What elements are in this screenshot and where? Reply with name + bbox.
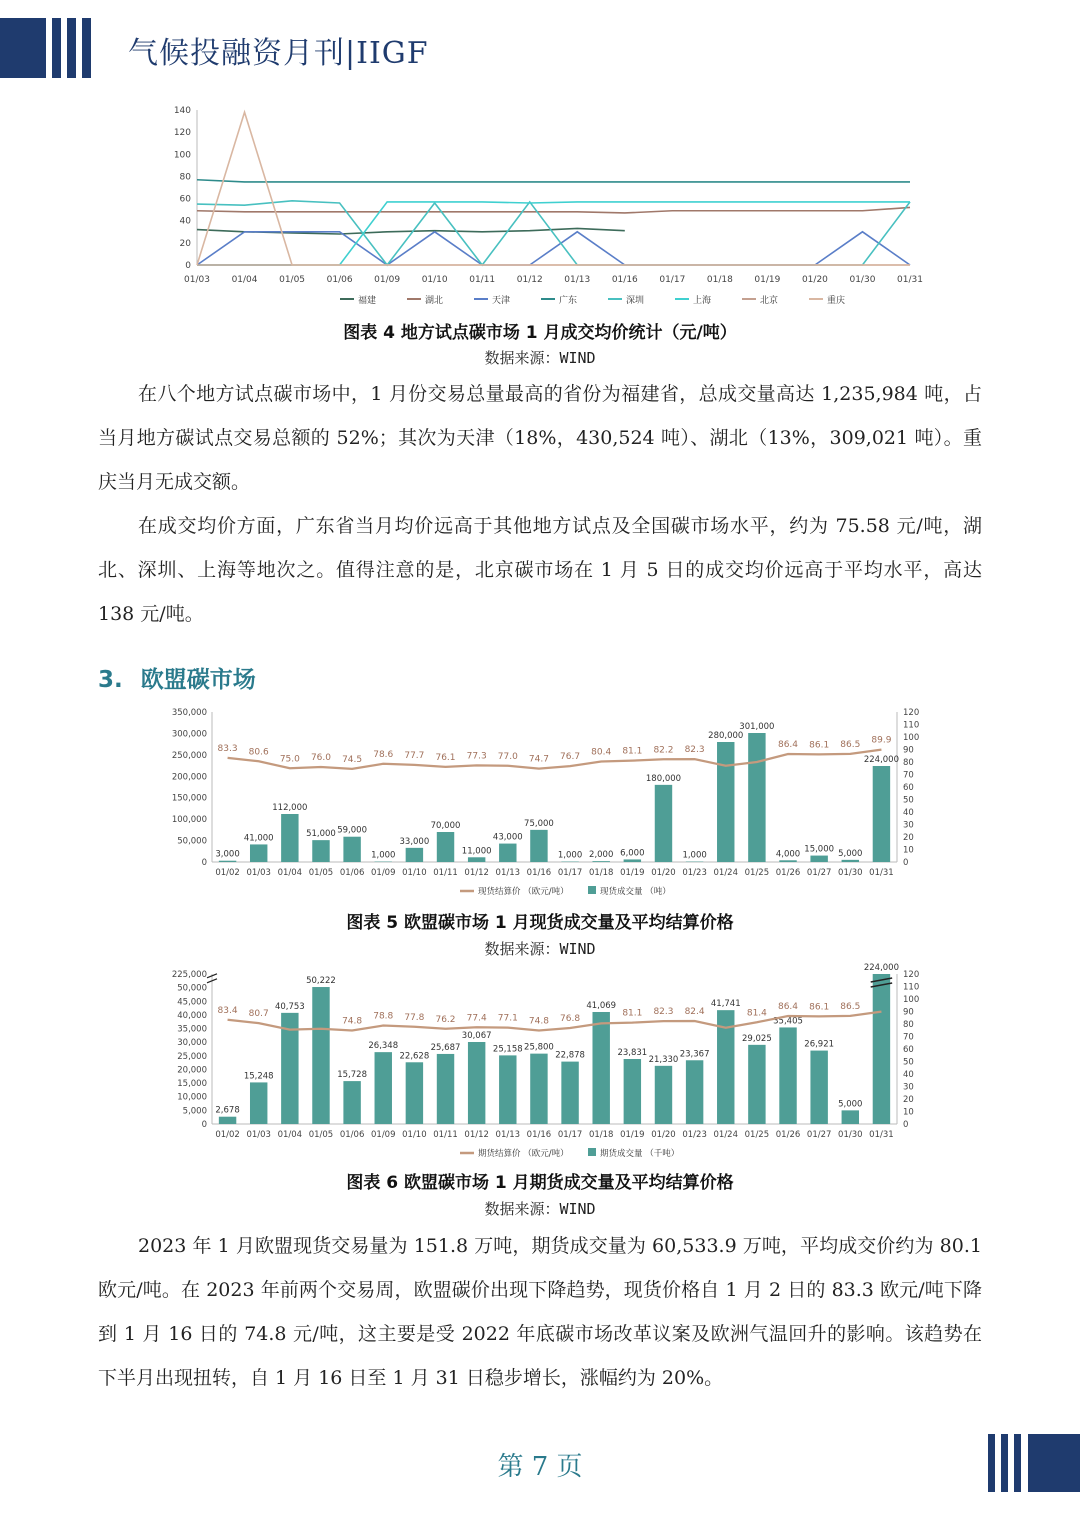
volume-label: 6,000: [620, 848, 645, 859]
right-tick-label: 100: [903, 995, 920, 1005]
right-tick-label: 120: [903, 708, 920, 718]
right-tick-label: 50: [903, 1057, 914, 1068]
left-tick-label: 100,000: [171, 815, 207, 826]
volume-bar: [281, 814, 298, 862]
section-title: 欧盟碳市场: [140, 667, 256, 693]
legend-label: 广东: [559, 296, 578, 306]
left-tick-label: 35,000: [177, 1024, 207, 1035]
x-tick-label: 01/25: [744, 1130, 770, 1140]
price-label: 86.4: [777, 1002, 799, 1012]
volume-label: 41,741: [710, 999, 741, 1010]
right-tick-label: 70: [903, 770, 914, 781]
x-tick-label: 01/10: [402, 1130, 427, 1140]
x-tick-label: 01/16: [611, 275, 638, 285]
volume-bar: [312, 987, 329, 1124]
price-label: 78.8: [373, 1011, 394, 1022]
volume-label: 2,000: [589, 850, 614, 861]
footer-logo-bars: [988, 1434, 1080, 1492]
price-label: 77.3: [466, 751, 487, 762]
price-label: 81.1: [622, 1008, 643, 1019]
x-tick-label: 01/23: [682, 1130, 707, 1140]
price-label: 83.4: [217, 1005, 238, 1016]
right-tick-label: 90: [903, 1007, 914, 1018]
left-tick-label: 250,000: [171, 750, 207, 761]
left-tick-label: 50,000: [177, 983, 207, 994]
price-label: 86.5: [840, 1001, 861, 1012]
x-tick-label: 01/09: [371, 868, 396, 878]
left-tick-label: 5,000: [182, 1106, 207, 1117]
right-tick-label: 30: [903, 1082, 914, 1093]
price-label: 86.4: [777, 740, 799, 750]
x-tick-label: 01/03: [246, 868, 271, 878]
x-tick-label: 01/26: [775, 868, 801, 878]
price-label: 77.0: [497, 751, 518, 762]
legend-volume-label: 期货成交量 （千吨）: [600, 1149, 680, 1159]
volume-bar: [530, 830, 547, 862]
volume-bar: [779, 1027, 796, 1124]
price-label: 77.8: [404, 1012, 425, 1023]
volume-label: 33,000: [399, 836, 430, 847]
left-tick-label: 50,000: [177, 836, 207, 847]
y-tick-label: 60: [179, 194, 191, 205]
volume-label: 15,000: [804, 844, 835, 855]
volume-bar: [468, 857, 485, 862]
x-tick-label: 01/23: [682, 868, 707, 878]
legend-price-label: 现货结算价 （欧元/吨）: [478, 887, 569, 897]
legend-label: 上海: [693, 296, 712, 306]
x-tick-label: 01/09: [374, 275, 401, 285]
left-tick-label: 20,000: [177, 1065, 207, 1076]
x-tick-label: 01/06: [339, 868, 365, 878]
section-heading: [98, 661, 256, 694]
volume-label: 301,000: [739, 722, 775, 732]
volume-bar: [499, 844, 516, 862]
x-tick-label: 01/31: [869, 868, 894, 878]
right-tick-label: 60: [903, 1045, 914, 1055]
left-tick-label: 200,000: [171, 772, 207, 783]
volume-bar: [842, 860, 859, 862]
x-tick-label: 01/19: [754, 275, 781, 285]
x-tick-label: 01/04: [277, 868, 303, 878]
series-line-重庆: [197, 112, 910, 265]
chart-local-pilot-prices: [0, 100, 1080, 312]
x-tick-label: 01/13: [495, 1130, 521, 1140]
price-label: 76.7: [560, 752, 581, 763]
series-line-湖北: [197, 207, 910, 213]
volume-bar: [468, 1042, 485, 1124]
volume-bar: [592, 1012, 609, 1124]
paragraph-local-price: 在成交均价方面，广东省当月均价远高于其他地方试点及全国碳市场水平，约为 75.58 元/吨，湖北、深圳、上海等地次之。值得注意的是，北京碳市场在 1 月 5 日的成交均价远高于平均水平，高达 138 元/吨。: [98, 515, 982, 625]
volume-label: 112,000: [272, 803, 308, 813]
x-tick-label: 01/18: [588, 1130, 614, 1140]
header-logo-bars: [0, 18, 100, 78]
right-tick-label: 80: [903, 758, 914, 768]
x-tick-label: 01/26: [775, 1130, 801, 1140]
paragraph-local-volume: 在八个地方试点碳市场中，1 月份交易总量最高的省份为福建省，总成交量高达 1,235,984 吨，占当月地方碳试点交易总额的 52%；其次为天津（18%，430,524 吨）、湖北（13%，309,021 吨）。重庆当月无成交额。: [98, 383, 982, 493]
left-tick-label: 25,000: [177, 1051, 207, 1062]
x-tick-label: 01/04: [231, 275, 258, 285]
x-tick-label: 01/02: [215, 868, 240, 878]
x-tick-label: 01/30: [849, 275, 876, 285]
volume-bar: [842, 1110, 859, 1124]
volume-bar: [343, 837, 360, 862]
right-tick-label: 30: [903, 820, 914, 831]
price-label: 76.8: [560, 1014, 581, 1024]
x-tick-label: 01/11: [433, 1130, 458, 1140]
volume-label: 25,687: [430, 1042, 461, 1053]
left-tick-label: 30,000: [177, 1038, 207, 1049]
left-tick-label: 350,000: [171, 708, 207, 718]
x-tick-label: 01/03: [184, 275, 210, 285]
x-tick-label: 01/12: [464, 1130, 489, 1140]
volume-bar: [375, 1052, 392, 1124]
price-label: 86.5: [840, 739, 861, 750]
volume-label: 40,753: [274, 1001, 305, 1012]
right-tick-label: 60: [903, 783, 914, 793]
volume-bar: [219, 861, 236, 862]
right-tick-label: 50: [903, 795, 914, 806]
x-tick-label: 01/13: [495, 868, 521, 878]
volume-label: 26,921: [804, 1039, 835, 1050]
left-tick-label: 225,000: [171, 970, 207, 980]
volume-label: 29,025: [742, 1033, 772, 1044]
volume-label: 41,000: [243, 833, 274, 844]
left-tick-label: 0: [201, 858, 207, 868]
y-tick-label: 40: [179, 216, 191, 227]
x-tick-label: 01/16: [526, 868, 552, 878]
volume-bar: [437, 1054, 454, 1124]
y-tick-label: 140: [173, 106, 191, 116]
x-tick-label: 01/05: [279, 275, 306, 285]
chart5-caption: 图表 5 欧盟碳市场 1 月现货成交量及平均结算价格: [346, 913, 734, 933]
volume-bar: [873, 974, 890, 1124]
volume-bar: [624, 859, 641, 862]
volume-bar: [624, 1059, 641, 1124]
volume-label: 51,000: [306, 829, 336, 840]
right-tick-label: 110: [903, 982, 920, 993]
price-label: 86.1: [809, 740, 830, 751]
volume-bar: [779, 860, 796, 862]
volume-bar: [810, 1051, 827, 1124]
volume-bar: [655, 785, 672, 862]
left-tick-label: 10,000: [177, 1092, 207, 1103]
volume-label: 25,800: [524, 1042, 554, 1053]
x-tick-label: 01/27: [806, 1130, 832, 1140]
x-tick-label: 01/25: [744, 868, 770, 878]
volume-bar: [561, 1062, 578, 1124]
price-label: 77.7: [404, 750, 425, 761]
volume-bar: [343, 1081, 360, 1124]
price-label: 74.8: [342, 1016, 363, 1027]
volume-bar: [655, 1066, 672, 1124]
right-tick-label: 90: [903, 745, 914, 756]
volume-label: 15,248: [243, 1071, 274, 1082]
x-tick-label: 01/05: [308, 868, 334, 878]
x-tick-label: 01/10: [402, 868, 427, 878]
x-tick-label: 01/24: [713, 868, 738, 878]
volume-label: 11,000: [461, 846, 492, 857]
y-tick-label: 80: [179, 172, 191, 183]
x-tick-label: 01/17: [557, 868, 583, 878]
price-label: 74.7: [528, 754, 549, 765]
volume-bar: [717, 742, 734, 862]
volume-bar: [406, 848, 423, 862]
y-tick-label: 0: [185, 261, 191, 271]
volume-bar: [250, 844, 267, 862]
x-tick-label: 01/27: [806, 868, 832, 878]
x-tick-label: 01/20: [651, 1130, 676, 1140]
volume-label: 180,000: [645, 773, 682, 784]
x-tick-label: 01/13: [564, 275, 591, 285]
x-tick-label: 01/16: [526, 1130, 552, 1140]
price-label: 82.4: [684, 1007, 705, 1017]
left-tick-label: 40,000: [177, 1010, 207, 1021]
section-number: 3.: [98, 667, 123, 693]
volume-label: 75,000: [524, 818, 554, 829]
volume-label: 1,000: [682, 850, 707, 861]
x-tick-label: 01/31: [869, 1130, 894, 1140]
legend-label: 重庆: [827, 296, 846, 306]
volume-label: 3,000: [215, 849, 240, 860]
volume-label: 4,000: [775, 849, 801, 860]
volume-label: 280,000: [708, 731, 744, 741]
right-tick-label: 80: [903, 1020, 914, 1030]
x-tick-label: 01/19: [620, 1130, 645, 1140]
volume-label: 224,000: [863, 963, 900, 973]
volume-bar: [748, 733, 765, 862]
x-tick-label: 01/24: [713, 1130, 738, 1140]
volume-bar: [810, 856, 827, 862]
volume-label: 1,000: [557, 850, 583, 861]
price-label: 80.6: [248, 747, 269, 758]
price-label: 76.2: [435, 1014, 456, 1025]
price-label: 80.4: [591, 747, 612, 758]
x-tick-label: 01/17: [659, 275, 686, 285]
x-tick-label: 01/09: [371, 1130, 396, 1140]
price-label: 82.3: [684, 745, 705, 756]
volume-label: 43,000: [492, 832, 523, 843]
x-tick-label: 01/19: [620, 868, 645, 878]
legend-label: 北京: [760, 296, 779, 306]
chart5-source: 数据来源：WIND: [484, 940, 596, 958]
legend-label: 深圳: [626, 296, 645, 306]
x-tick-label: 01/20: [801, 275, 828, 285]
left-tick-label: 15,000: [177, 1079, 207, 1090]
x-tick-label: 01/12: [464, 868, 489, 878]
right-tick-label: 0: [903, 858, 909, 868]
x-tick-label: 01/11: [433, 868, 458, 878]
price-label: 74.5: [342, 754, 363, 765]
x-tick-label: 01/06: [339, 1130, 365, 1140]
right-tick-label: 40: [903, 1070, 914, 1080]
x-tick-label: 01/10: [421, 275, 448, 285]
chart-eu-spot: [0, 700, 1080, 906]
right-tick-label: 110: [903, 720, 920, 731]
legend-price-label: 期货结算价 （欧元/吨）: [478, 1149, 569, 1159]
volume-label: 1,000: [371, 850, 396, 861]
chart4-source: 数据来源：WIND: [484, 349, 596, 367]
volume-bar: [530, 1054, 547, 1124]
volume-bar: [686, 1060, 703, 1124]
right-tick-label: 10: [903, 1107, 914, 1118]
volume-bar: [406, 1062, 423, 1124]
volume-label: 23,831: [617, 1048, 648, 1059]
volume-label: 22,878: [555, 1050, 585, 1061]
right-tick-label: 70: [903, 1032, 914, 1043]
header-title: 气候投融资月刊|IIGF: [128, 36, 429, 71]
price-label: 74.8: [528, 1016, 549, 1027]
left-tick-label: 150,000: [171, 793, 207, 804]
chart4-caption: 图表 4 地方试点碳市场 1 月成交均价统计（元/吨）: [343, 323, 737, 343]
x-tick-label: 01/04: [277, 1130, 303, 1140]
x-tick-label: 01/02: [215, 1130, 240, 1140]
legend-label: 福建: [358, 296, 377, 306]
paragraph-eu-market: 2023 年 1 月欧盟现货交易量为 151.8 万吨，期货成交量为 60,533.9 万吨，平均成交价约为 80.1 欧元/吨。在 2023 年前两个交易周，欧盟碳价出现下降趋势，现货价格自 1 月 2 日的 83.3 欧元/吨下降到 1 月 16 日的 74.8 元/吨，这主要是受 2022 年底碳市场改革议案及欧洲气温回升的影响。该趋势在下半月出现扭转，自 1 月 16 日至 1 月 31 日稳步增长，涨幅约为 20%。: [98, 1235, 982, 1389]
x-tick-label: 01/06: [326, 275, 353, 285]
price-label: 86.1: [809, 1002, 830, 1013]
volume-label: 2,678: [215, 1105, 240, 1116]
price-label: 81.1: [622, 746, 643, 757]
legend-label: 湖北: [425, 296, 444, 306]
volume-label: 70,000: [430, 821, 461, 831]
legend-volume-swatch: [588, 886, 596, 894]
volume-label: 30,067: [461, 1030, 492, 1041]
right-tick-label: 100: [903, 733, 920, 743]
volume-label: 23,367: [679, 1049, 710, 1060]
price-label: 80.7: [248, 1009, 269, 1020]
right-tick-label: 10: [903, 845, 914, 856]
volume-bar: [592, 861, 609, 862]
x-tick-label: 01/30: [838, 1130, 863, 1140]
volume-label: 224,000: [863, 755, 900, 765]
volume-bar: [250, 1082, 267, 1124]
volume-label: 5,000: [838, 1099, 863, 1110]
x-tick-label: 01/11: [469, 275, 496, 285]
volume-label: 59,000: [337, 825, 367, 836]
volume-bar: [219, 1117, 236, 1124]
volume-label: 15,728: [337, 1070, 367, 1081]
price-label: 78.6: [373, 749, 394, 760]
x-tick-label: 01/20: [651, 868, 676, 878]
price-label: 89.9: [871, 735, 892, 746]
price-label: 76.0: [310, 753, 332, 763]
price-label: 81.4: [746, 1008, 767, 1019]
volume-label: 35,405: [773, 1016, 803, 1027]
chart6-source: 数据来源：WIND: [484, 1200, 596, 1218]
price-label: 76.1: [435, 752, 456, 763]
x-tick-label: 01/05: [308, 1130, 334, 1140]
price-label: 75.0: [279, 754, 300, 765]
legend-volume-label: 现货成交量 （吨）: [600, 887, 671, 897]
right-tick-label: 0: [903, 1120, 909, 1130]
x-tick-label: 01/18: [706, 275, 733, 285]
legend-volume-swatch: [588, 1148, 596, 1156]
legend-label: 天津: [492, 296, 511, 306]
left-tick-label: 300,000: [171, 729, 207, 740]
price-label: 77.4: [466, 1013, 487, 1024]
volume-label: 5,000: [838, 848, 863, 859]
volume-label: 41,069: [586, 1000, 617, 1011]
x-tick-label: 01/31: [897, 275, 923, 285]
left-tick-label: 45,000: [177, 997, 207, 1008]
volume-bar: [312, 840, 329, 862]
price-label: 83.3: [217, 743, 238, 754]
volume-bar: [437, 832, 454, 862]
right-tick-label: 20: [903, 1095, 914, 1105]
volume-label: 26,348: [368, 1041, 399, 1052]
y-tick-label: 100: [173, 150, 191, 161]
volume-label: 22,628: [399, 1051, 430, 1062]
price-label: 77.1: [497, 1013, 518, 1024]
left-tick-label: 0: [201, 1120, 207, 1130]
right-tick-label: 40: [903, 808, 914, 818]
volume-label: 50,222: [306, 976, 336, 987]
volume-bar: [873, 766, 890, 862]
right-tick-label: 120: [903, 970, 920, 980]
y-tick-label: 20: [179, 238, 191, 249]
x-tick-label: 01/03: [246, 1130, 271, 1140]
series-line-天津: [197, 232, 910, 265]
y-tick-label: 120: [173, 128, 191, 139]
volume-label: 21,330: [648, 1054, 679, 1065]
volume-bar: [748, 1045, 765, 1124]
volume-label: 25,158: [492, 1044, 523, 1055]
price-label: 82.2: [653, 745, 674, 756]
x-tick-label: 01/18: [588, 868, 614, 878]
x-tick-label: 01/17: [557, 1130, 583, 1140]
chart6-caption: 图表 6 欧盟碳市场 1 月期货成交量及平均结算价格: [346, 1173, 734, 1193]
x-tick-label: 01/30: [838, 868, 863, 878]
series-line-广东: [197, 180, 910, 182]
volume-bar: [499, 1055, 516, 1124]
x-tick-label: 01/12: [516, 275, 543, 285]
chart-eu-futures: [0, 962, 1080, 1168]
price-label: 82.3: [653, 1007, 674, 1018]
page-number: 第 7 页: [497, 1452, 583, 1482]
right-tick-label: 20: [903, 833, 914, 843]
